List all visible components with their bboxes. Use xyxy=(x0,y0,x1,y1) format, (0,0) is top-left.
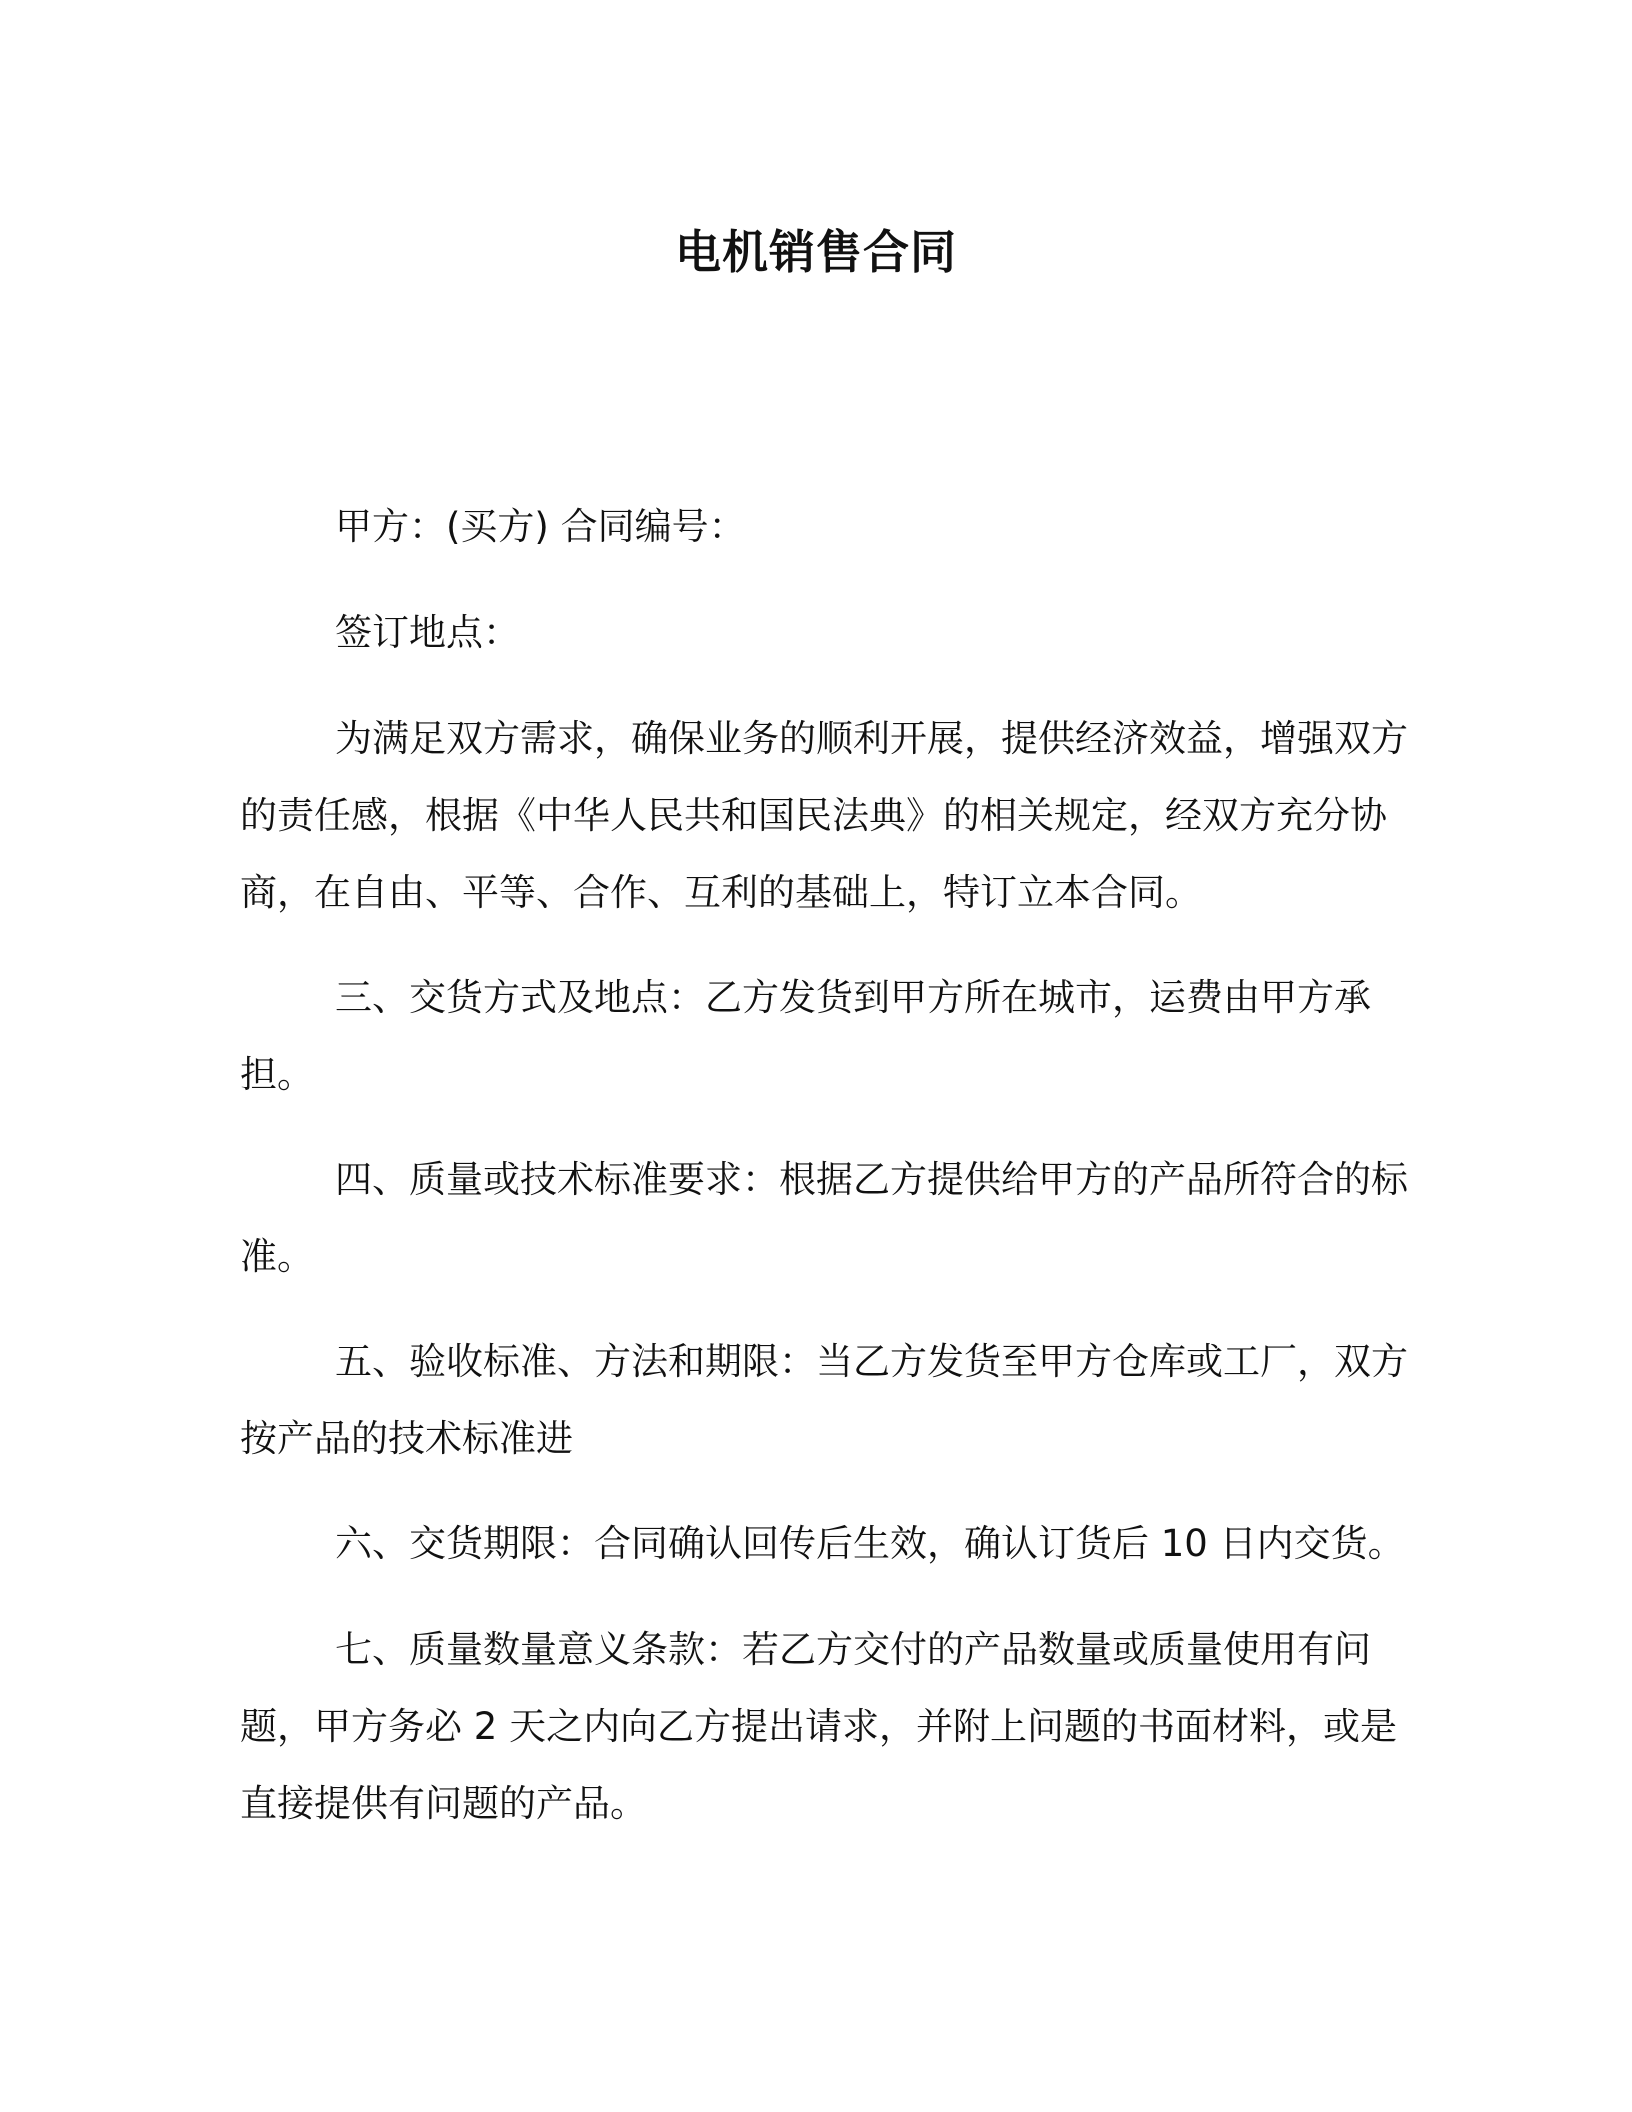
document-title: 电机销售合同 xyxy=(675,225,957,279)
clause-3-delivery-method: 三、交货方式及地点：乙方发货到甲方所在城市，运费由甲方承担。 xyxy=(240,976,1371,1096)
preamble-paragraph: 为满足双方需求，确保业务的顺利开展，提供经济效益，增强双方的责任感，根据《中华人民共和国民法典》的相关规定，经双方充分协商，在自由、平等、合作、互利的基础上，特订立本合同。 xyxy=(240,717,1408,914)
signing-location-line: 签订地点： xyxy=(335,611,520,654)
party-a-line: 甲方：(买方) 合同编号： xyxy=(335,505,746,548)
document-body xyxy=(240,488,1410,1870)
clause-7-quality-quantity: 七、质量数量意义条款：若乙方交付的产品数量或质量使用有问题，甲方务必 2 天之内向乙方提出请求，并附上问题的书面材料，或是直接提供有问题的产品。 xyxy=(240,1628,1398,1825)
clause-4-quality-standard: 四、质量或技术标准要求：根据乙方提供给甲方的产品所符合的标准。 xyxy=(240,1158,1408,1278)
clause-5-acceptance: 五、验收标准、方法和期限：当乙方发货至甲方仓库或工厂，双方按产品的技术标准进 xyxy=(240,1340,1408,1460)
clause-6-delivery-period: 六、交货期限：合同确认回传后生效，确认订货后 10 日内交货。 xyxy=(335,1522,1405,1565)
